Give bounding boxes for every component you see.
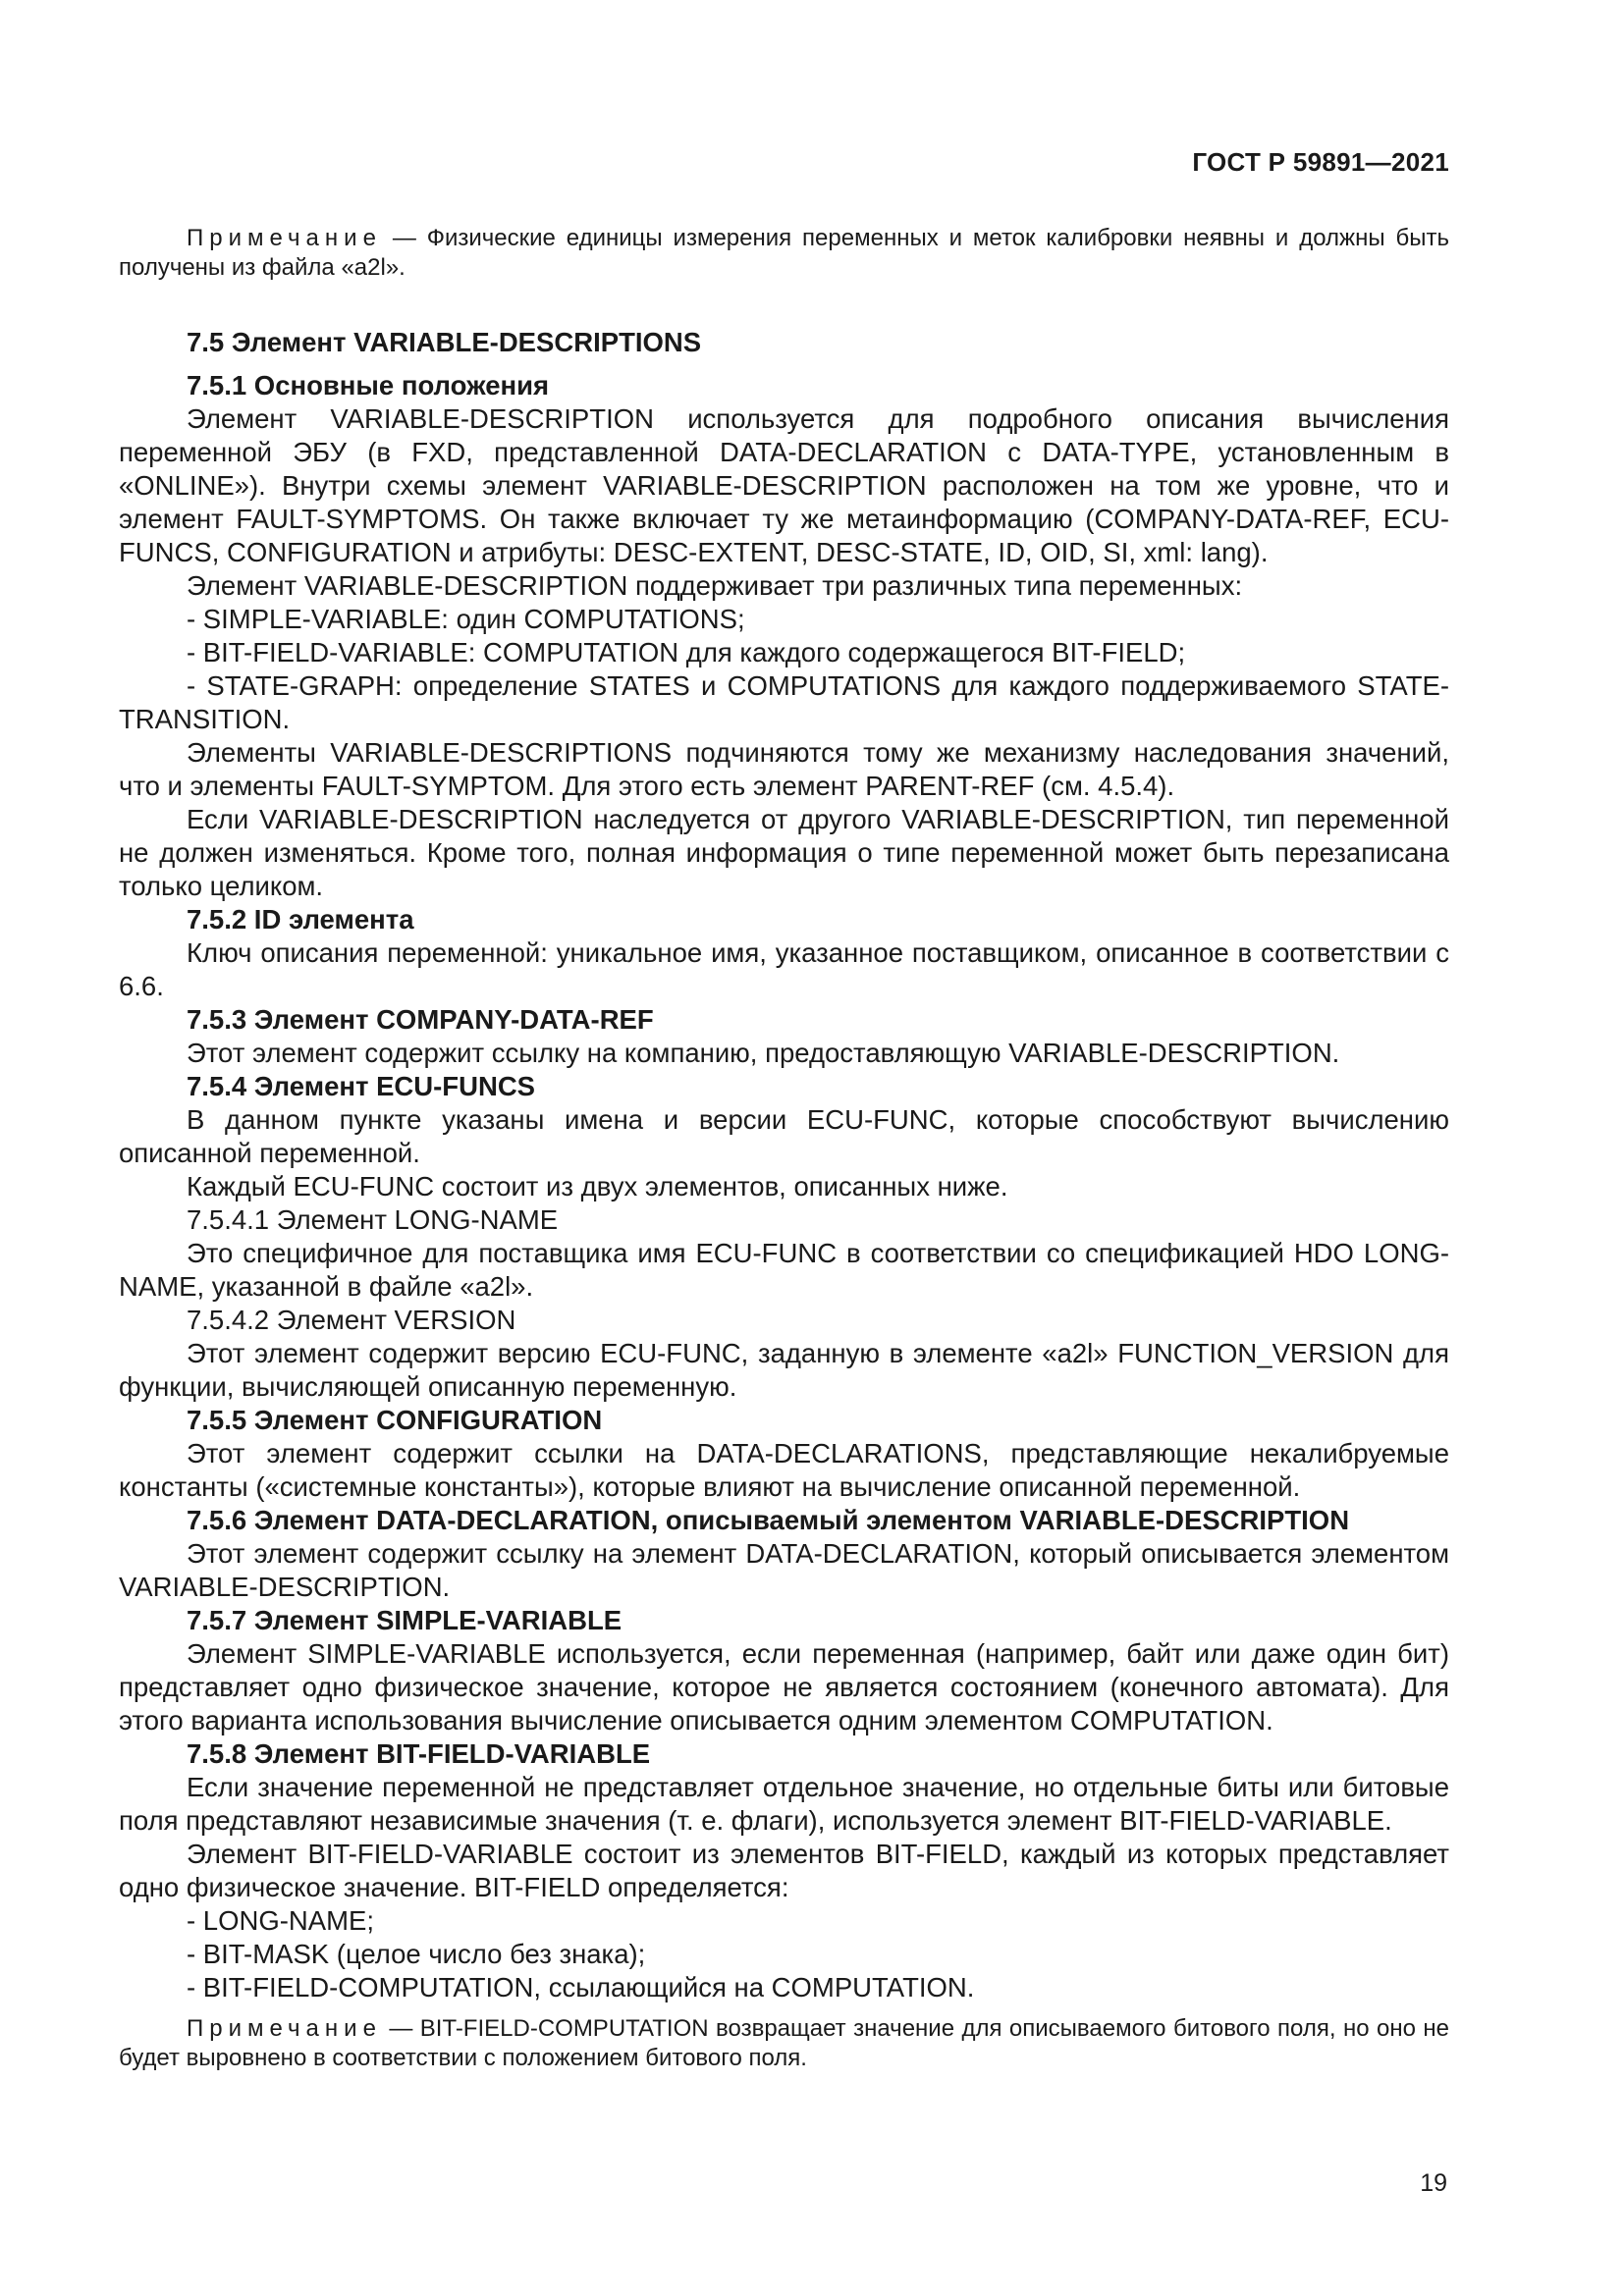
subsection-7-5-4-2-title: 7.5.4.2 Элемент VERSION	[187, 1305, 516, 1335]
note-label: Примечание	[187, 2015, 382, 2042]
note-2	[119, 2014, 1449, 2073]
note-text: — Физические единицы измерения переменных и меток калибровки неявны и должны быть получены из файла «a2l».	[119, 225, 1449, 281]
list-item: - BIT-FIELD-COMPUTATION, ссылающийся на COMPUTATION.	[187, 1972, 975, 2002]
section-7-5-2-title: 7.5.2 ID элемента	[187, 904, 414, 934]
list-item: - LONG-NAME;	[187, 1905, 374, 1936]
list-item: - BIT-MASK (целое число без знака);	[187, 1939, 646, 1969]
list-item: - STATE-GRAPH: определение STATES и COMPUTATIONS для каждого поддерживаемого STATE-TRANSITION.	[119, 670, 1449, 734]
paragraph: В данном пункте указаны имена и версии ECU-FUNC, которые способствуют вычислению описанной переменной.	[119, 1104, 1449, 1168]
paragraph: Ключ описания переменной: уникальное имя, указанное поставщиком, описанное в соответствии с 6.6.	[119, 937, 1449, 1001]
section-7-5-title: 7.5 Элемент VARIABLE-DESCRIPTIONS	[187, 327, 702, 357]
paragraph: Этот элемент содержит ссылку на компанию, предоставляющую VARIABLE-DESCRIPTION.	[187, 1038, 1340, 1068]
document-id-header: ГОСТ Р 59891—2021	[1192, 147, 1449, 177]
section-7-5-6-title: 7.5.6 Элемент DATA-DECLARATION, описываемый элементом VARIABLE-DESCRIPTION	[187, 1505, 1350, 1535]
paragraph: Элемент BIT-FIELD-VARIABLE состоит из элементов BIT-FIELD, каждый из которых представляет одно физическое значение. BIT-FIELD определяется:	[119, 1839, 1449, 1902]
document-body	[119, 224, 1449, 2073]
paragraph: Элемент VARIABLE-DESCRIPTION используется для подробного описания вычисления переменной ЭБУ (в FXD, представленной DATA-DECLARATION с DATA-TYPE, установленным в «ONLINE»). Внутри схемы элемент VARIABLE-DESCRIPTION расположен на том же уровне, что и элемент FAULT-SYMPTOMS. Он также включает ту же метаинформацию (COMPANY-DATA-REF, ECU-FUNCS, CONFIGURATION и атрибуты: DESC-EXTENT, DESC-STATE, ID, OID, SI, xml: lang).	[119, 403, 1449, 567]
paragraph: Это специфичное для поставщика имя ECU-FUNC в соответствии со спецификацией HDO LONG-NAME, указанной в файле «a2l».	[119, 1238, 1449, 1302]
paragraph: Элемент SIMPLE-VARIABLE используется, если переменная (например, байт или даже один бит) представляет одно физическое значение, которое не является состоянием (конечного автомата). Для этого варианта использования вычисление описывается одним элементом COMPUTATION.	[119, 1638, 1449, 1735]
subsection-7-5-4-1-title: 7.5.4.1 Элемент LONG-NAME	[187, 1204, 559, 1235]
list-item: - BIT-FIELD-VARIABLE: COMPUTATION для каждого содержащегося BIT-FIELD;	[187, 637, 1186, 667]
section-7-5-7-title: 7.5.7 Элемент SIMPLE-VARIABLE	[187, 1605, 623, 1635]
note-label: Примечание	[187, 225, 382, 251]
paragraph: Этот элемент содержит версию ECU-FUNC, заданную в элементе «a2l» FUNCTION_VERSION для функции, вычисляющей описанную переменную.	[119, 1338, 1449, 1402]
section-7-5-4-title: 7.5.4 Элемент ECU-FUNCS	[187, 1071, 536, 1101]
paragraph: Если VARIABLE-DESCRIPTION наследуется от другого VARIABLE-DESCRIPTION, тип переменной не должен изменяться. Кроме того, полная информация о типе переменной может быть перезаписана только целиком.	[119, 804, 1449, 901]
section-7-5-1-title: 7.5.1 Основные положения	[187, 370, 550, 400]
paragraph: Этот элемент содержит ссылку на элемент DATA-DECLARATION, который описывается элементом VARIABLE-DESCRIPTION.	[119, 1538, 1449, 1602]
paragraph: Элементы VARIABLE-DESCRIPTIONS подчиняются тому же механизму наследования значений, что и элементы FAULT-SYMPTOM. Для этого есть элемент PARENT-REF (см. 4.5.4).	[119, 737, 1449, 801]
note-text: — BIT-FIELD-COMPUTATION возвращает значение для описываемого битового поля, но оно не будет выровнено в соответствии с положением битового поля.	[119, 2015, 1449, 2071]
list-item: - SIMPLE-VARIABLE: один COMPUTATIONS;	[187, 604, 745, 634]
paragraph: Если значение переменной не представляет отдельное значение, но отдельные биты или битовые поля представляют независимые значения (т. е. флаги), используется элемент BIT-FIELD-VARIABLE.	[119, 1772, 1449, 1836]
paragraph: Элемент VARIABLE-DESCRIPTION поддерживает три различных типа переменных:	[187, 570, 1243, 601]
section-7-5-5-title: 7.5.5 Элемент CONFIGURATION	[187, 1405, 603, 1435]
section-7-5-3-title: 7.5.3 Элемент COMPANY-DATA-REF	[187, 1004, 654, 1035]
paragraph: Каждый ECU-FUNC состоит из двух элементов, описанных ниже.	[187, 1171, 1008, 1201]
section-7-5-8-title: 7.5.8 Элемент BIT-FIELD-VARIABLE	[187, 1738, 651, 1769]
note-1	[119, 224, 1449, 283]
page-number: 19	[1420, 2169, 1447, 2197]
paragraph: Этот элемент содержит ссылки на DATA-DECLARATIONS, представляющие некалибруемые константы («системные константы»), которые влияют на вычисление описанной переменной.	[119, 1438, 1449, 1502]
